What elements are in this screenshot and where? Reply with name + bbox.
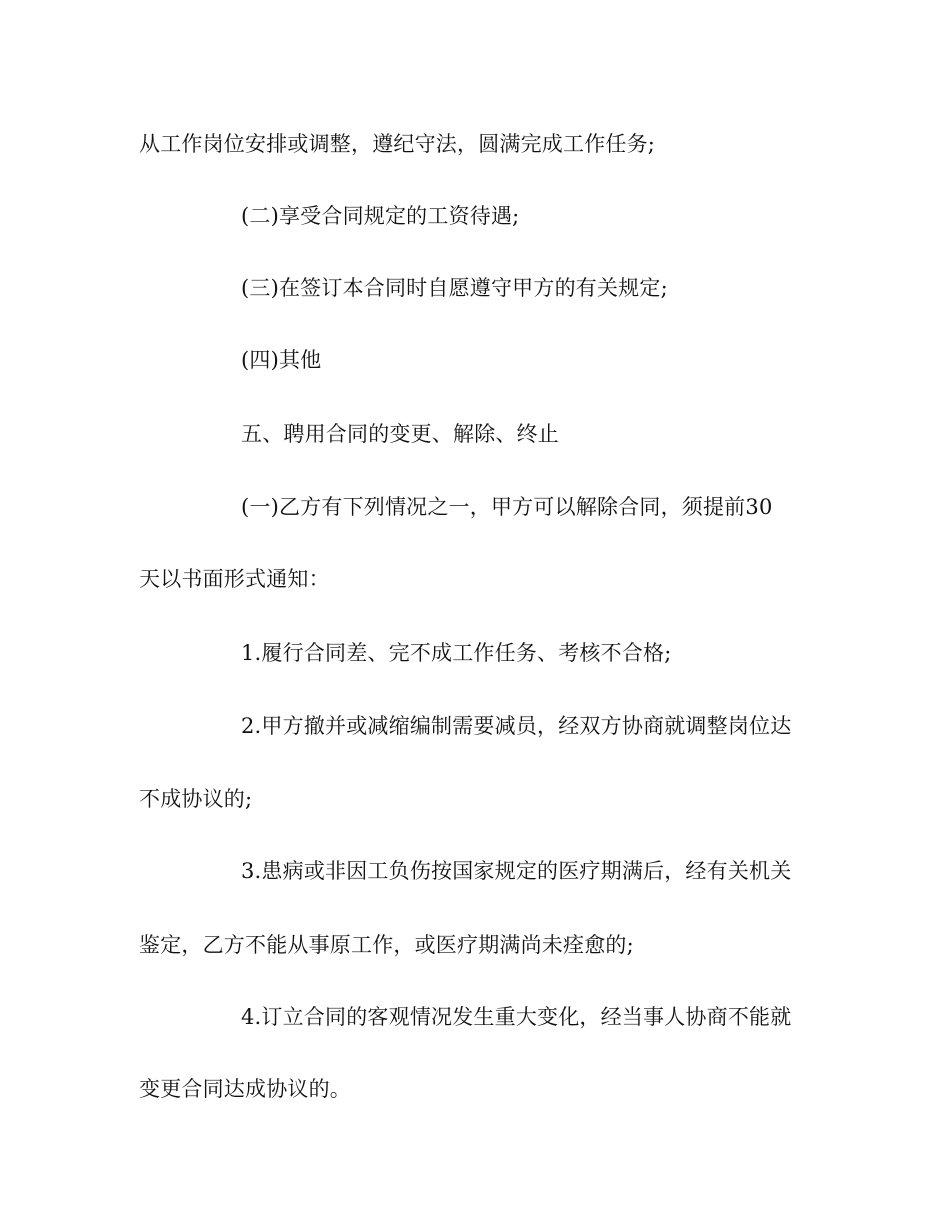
paragraph-line-item-2: (二)享受合同规定的工资待遇; <box>241 204 520 228</box>
list-item-4: 4.订立合同的客观情况发生重大变化，经当事人协商不能就 <box>241 1005 792 1029</box>
list-item-3: 3.患病或非因工负伤按国家规定的医疗期满后，经有关机关 <box>241 859 792 883</box>
paragraph-line-clause-1: (一)乙方有下列情况之一，甲方可以解除合同，须提前30 <box>241 495 773 519</box>
paragraph-line-item-4: (四)其他 <box>241 348 322 372</box>
list-item-2-cont: 不成协议的; <box>139 787 253 811</box>
list-item-1: 1.履行合同差、完不成工作任务、考核不合格; <box>241 641 672 665</box>
list-item-2: 2.甲方撤并或减缩编制需要减员，经双方协商就调整岗位达 <box>241 714 792 738</box>
list-item-3-cont: 鉴定，乙方不能从事原工作，或医疗期满尚未痊愈的; <box>139 933 634 957</box>
paragraph-line-item-3: (三)在签订本合同时自愿遵守甲方的有关规定; <box>241 276 668 300</box>
section-heading-5: 五、聘用合同的变更、解除、终止 <box>241 422 559 446</box>
list-item-4-cont: 变更合同达成协议的。 <box>139 1077 351 1101</box>
paragraph-line-continuation: 从工作岗位安排或调整，遵纪守法，圆满完成工作任务; <box>139 132 656 156</box>
paragraph-line-clause-1-cont: 天以书面形式通知： <box>139 567 330 591</box>
